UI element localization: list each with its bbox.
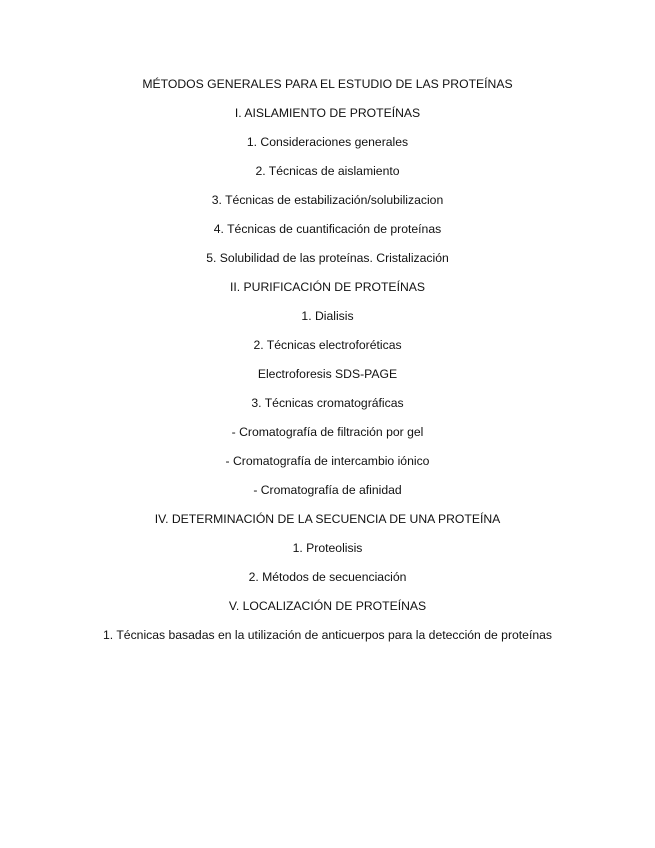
section-heading-aislamiento: I. AISLAMIENTO DE PROTEÍNAS (234, 106, 421, 120)
list-item: - Cromatografía de filtración por gel (231, 425, 424, 439)
table-of-contents (0, 74, 655, 654)
list-item: 3. Técnicas cromatográficas (251, 396, 404, 410)
list-item: 5. Solubilidad de las proteínas. Cristalización (206, 251, 449, 265)
section-heading-purificacion: II. PURIFICACIÓN DE PROTEÍNAS (229, 280, 426, 294)
document-title: MÉTODOS GENERALES PARA EL ESTUDIO DE LAS PROTEÍNAS (142, 77, 513, 91)
section-heading-localizacion: V. LOCALIZACIÓN DE PROTEÍNAS (228, 599, 427, 613)
list-item: 2. Métodos de secuenciación (248, 570, 407, 584)
section-heading-secuencia: IV. DETERMINACIÓN DE LA SECUENCIA DE UNA PROTEÍNA (154, 512, 501, 526)
list-item: 1. Consideraciones generales (246, 135, 409, 149)
list-item: 2. Técnicas electroforéticas (253, 338, 402, 352)
list-item: - Cromatografía de intercambio iónico (225, 454, 430, 468)
list-item: - Cromatografía de afinidad (253, 483, 402, 497)
list-item: 3. Técnicas de estabilización/solubilizacion (211, 193, 444, 207)
list-item: 1. Dialisis (301, 309, 354, 323)
list-item: Electroforesis SDS-PAGE (257, 367, 398, 381)
list-item: 4. Técnicas de cuantificación de proteínas (213, 222, 442, 236)
list-item: 2. Técnicas de aislamiento (255, 164, 400, 178)
list-item: 1. Proteolisis (292, 541, 363, 555)
list-item: 1. Técnicas basadas en la utilización de anticuerpos para la detección de proteínas (103, 628, 552, 642)
